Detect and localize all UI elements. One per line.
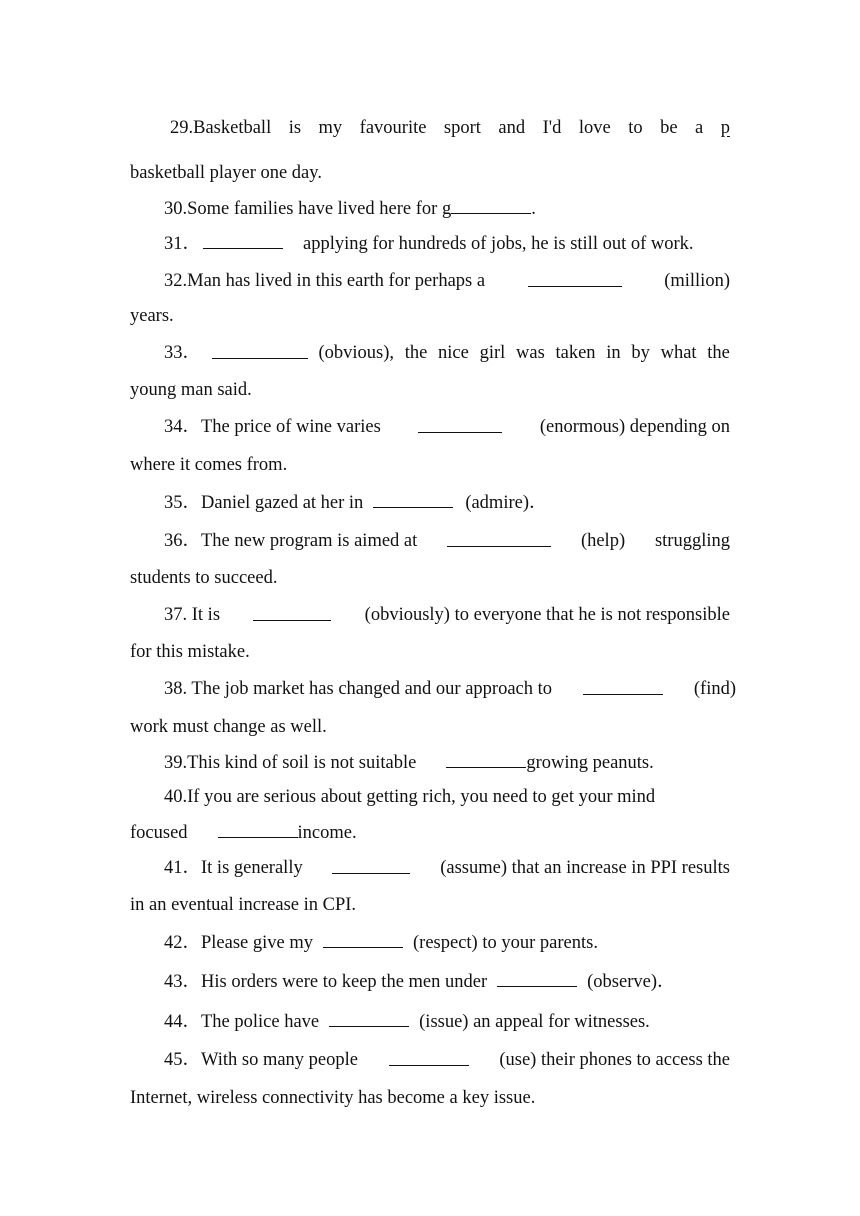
answer-blank-45[interactable] [389, 1048, 469, 1066]
answer-blank-37[interactable] [253, 603, 331, 621]
answer-blank-30[interactable] [451, 196, 531, 214]
answer-blank-40[interactable] [218, 820, 298, 838]
answer-blank-38[interactable] [583, 677, 663, 695]
answer-blank-44[interactable] [329, 1009, 409, 1027]
answer-blank-41[interactable] [332, 856, 410, 874]
question-31: 31． applying for hundreds of jobs, he is still out of work. [164, 231, 694, 256]
q29-word: love [578, 118, 611, 138]
question-32-line1: 32.Man has lived in this earth for perhaps a (million) [164, 271, 730, 291]
answer-blank-31[interactable] [203, 231, 283, 249]
question-40-line1: 40.If you are serious about getting rich, you need to get your mind [164, 787, 656, 807]
q29-word: sport [443, 118, 481, 138]
q29-word: I'd [542, 118, 562, 138]
question-38-line2: work must change as well. [130, 717, 327, 737]
question-37-line1: 37. It is (obviously) to everyone that he is not responsible [164, 605, 730, 625]
question-38-line1: 38. The job market has changed and our approach to (find) [164, 679, 736, 699]
question-45-line1: 45．With so many people (use) their phones to access the [164, 1050, 730, 1070]
question-37-line2: for this mistake. [130, 642, 250, 662]
question-34-line1: 34．The price of wine varies (enormous) depending on [164, 417, 730, 437]
q29-word: favourite [359, 118, 427, 138]
q29-word: and [498, 118, 526, 138]
question-33-line2: young man said. [130, 380, 252, 400]
question-32-line2: years. [130, 306, 174, 326]
q30-hint-letter: g [441, 199, 452, 219]
question-33-line1: 33． (obvious), the nice girl was taken in by what the [164, 343, 730, 363]
answer-blank-42[interactable] [323, 930, 403, 948]
question-36-line1: 36．The new program is aimed at (help) struggling [164, 531, 730, 551]
question-40-line2: focused income. [130, 820, 357, 845]
q29-word: to [628, 118, 643, 138]
question-34-line2: where it comes from. [130, 455, 288, 475]
question-45-line2: Internet, wireless connectivity has become a key issue. [130, 1088, 536, 1108]
question-41-line1: 41．It is generally (assume) that an increase in PPI results [164, 858, 730, 878]
question-42: 42．Please give my (respect) to your parents. [164, 930, 598, 955]
answer-blank-36[interactable] [447, 529, 551, 547]
answer-blank-32[interactable] [528, 269, 622, 287]
question-36-line2: students to succeed. [130, 568, 278, 588]
q29-word: my [318, 118, 343, 138]
question-39: 39.This kind of soil is not suitable growing peanuts. [164, 750, 654, 775]
question-29-line1 [170, 116, 730, 140]
answer-blank-34[interactable] [418, 415, 502, 433]
question-44: 44．The police have (issue) an appeal for witnesses. [164, 1009, 650, 1034]
q29-word: a [695, 118, 704, 138]
q29-hint-letter: p [720, 118, 730, 138]
question-29-line2: basketball player one day. [130, 163, 322, 183]
answer-blank-43[interactable] [497, 969, 577, 987]
question-35: 35．Daniel gazed at her in (admire)． [164, 490, 548, 515]
question-43: 43．His orders were to keep the men under (observe)． [164, 969, 676, 994]
answer-blank-35[interactable] [373, 490, 453, 508]
answer-blank-39[interactable] [446, 750, 526, 768]
q29-word: 29.Basketball [170, 118, 272, 138]
q29-word: is [288, 118, 302, 138]
answer-blank-33[interactable] [212, 341, 308, 359]
question-30: 30.Some families have lived here for g . [164, 196, 536, 221]
question-41-line2: in an eventual increase in CPI. [130, 895, 357, 915]
q29-word: be [660, 118, 678, 138]
